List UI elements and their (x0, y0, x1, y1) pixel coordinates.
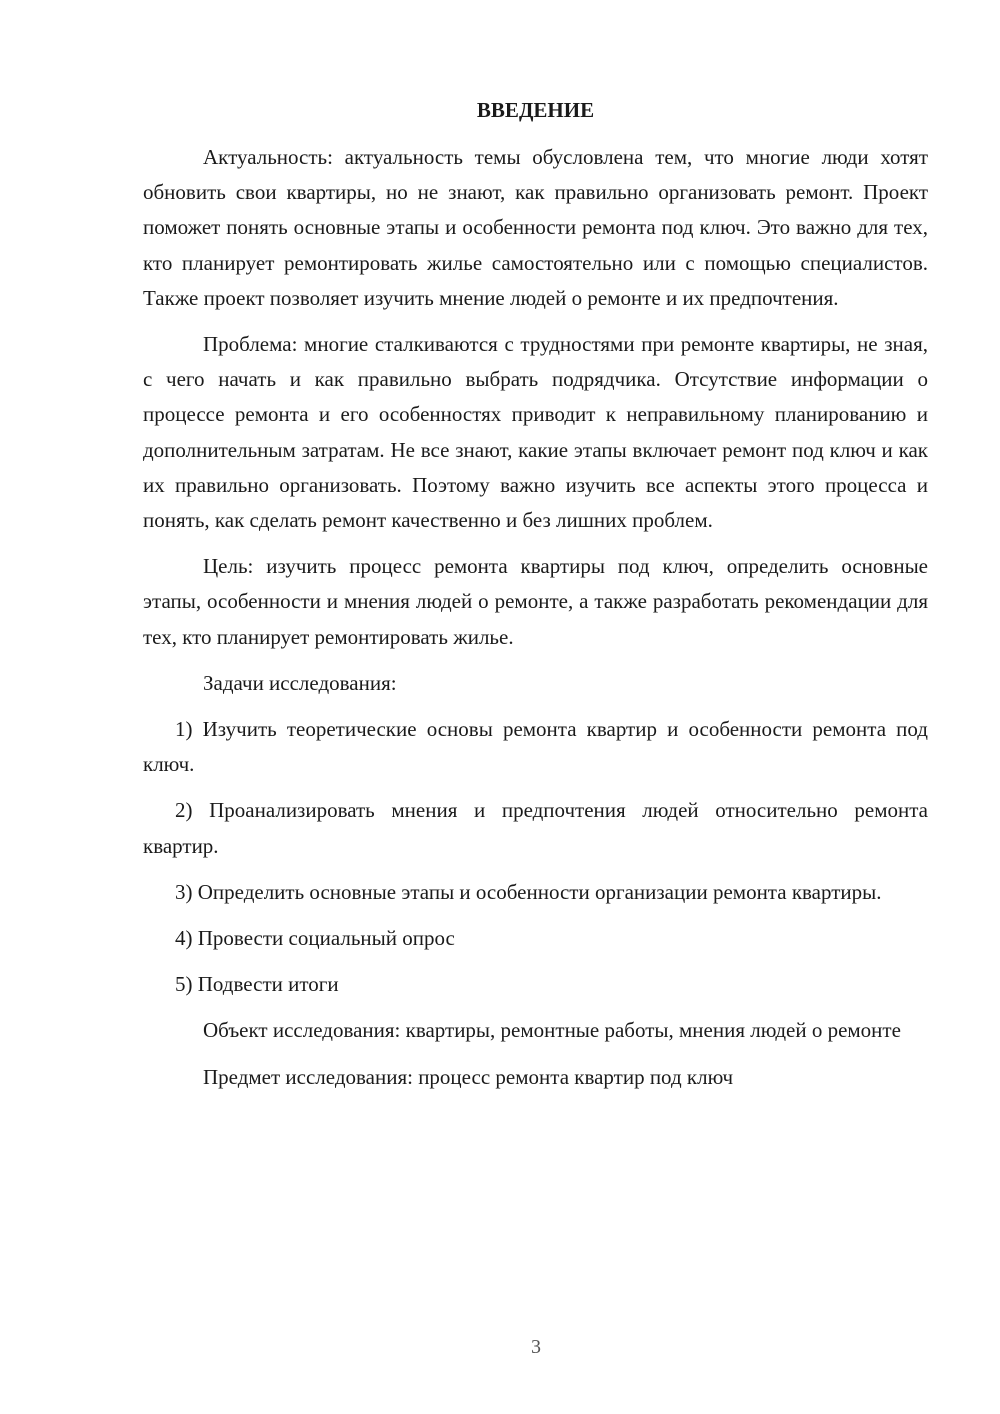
paragraph-object: Объект исследования: квартиры, ремонтные работы, мнения людей о ремонте (203, 1018, 901, 1043)
paragraph-problem: Проблема: многие сталкиваются с трудностями при ремонте квартиры, не зная, с чего начать и как правильно выбрать подрядчика. Отсутствие информации о процессе ремонта и его особенностях приводит к неправильному планированию и дополнительным затратам. Не все знают, какие этапы включает ремонт под ключ и как их правильно организовать. Поэтому важно изучить все аспекты этого процесса и понять, как сделать ремонт качественно и без лишних проблем. (143, 332, 928, 533)
task-item-2: 2) Проанализировать мнения и предпочтения людей относительно ремонта квартир. (143, 798, 928, 858)
paragraph-relevance: Актуальность: актуальность темы обусловлена тем, что многие люди хотят обновить свои квартиры, но не знают, как правильно организовать ремонт. Проект поможет понять основные этапы и особенности ремонта под ключ. Это важно для тех, кто планирует ремонтировать жилье самостоятельно или с помощью специалистов. Также проект позволяет изучить мнение людей о ремонте и их предпочтения. (143, 145, 928, 310)
tasks-title: Задачи исследования: (203, 670, 397, 695)
paragraph-subject: Предмет исследования: процесс ремонта квартир под ключ (203, 1064, 734, 1089)
page-content (143, 95, 928, 1106)
page-number: 3 (531, 1336, 541, 1358)
task-item-3: 3) Определить основные этапы и особенности организации ремонта квартиры. (175, 879, 882, 904)
task-item-1: 1) Изучить теоретические основы ремонта квартир и особенности ремонта под ключ. (143, 717, 928, 777)
paragraph-goal: Цель: изучить процесс ремонта квартиры под ключ, определить основные этапы, особенности и мнения людей о ремонте, а также разработать рекомендации для тех, кто планирует ремонтировать жилье. (143, 554, 928, 649)
section-heading: ВВЕДЕНИЕ (476, 98, 595, 122)
task-item-4: 4) Провести социальный опрос (175, 926, 455, 951)
task-item-5: 5) Подвести итоги (175, 972, 339, 997)
